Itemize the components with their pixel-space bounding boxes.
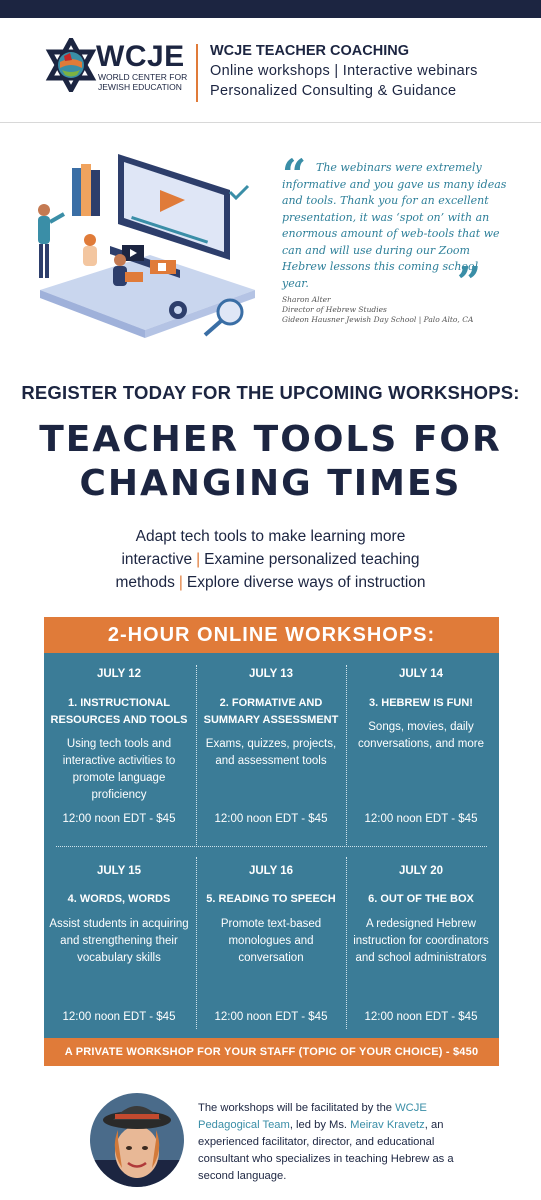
header-divider — [196, 44, 198, 102]
testimonial — [282, 150, 507, 324]
top-bar — [0, 0, 541, 18]
workshop-price: 12:00 noon EDT - $45 — [62, 1011, 176, 1023]
logo-subtitle — [98, 72, 208, 92]
facilitator-text — [198, 1100, 483, 1185]
meirav-kravetz-link[interactable]: Meirav Kravetz — [350, 1119, 425, 1131]
pedagogical-team-link[interactable]: WCJE Pedagogical Team — [198, 1102, 427, 1131]
testimonial-role: Director of Hebrew Studies — [282, 305, 387, 314]
facilitator-text-2: , led by Ms. — [289, 1119, 348, 1131]
workshop-title: 1. INSTRUCTIONAL RESOURCES AND TOOLS — [50, 697, 188, 726]
workshop-description: Promote text-based monologues and conversation — [220, 918, 322, 964]
workshop-description: Songs, movies, daily conversations, and more — [358, 721, 484, 750]
workshop-title: 4. WORDS, WORDS — [67, 893, 171, 905]
row-divider — [56, 846, 487, 847]
quote-open-icon: “ — [282, 150, 307, 199]
workshop-price: 12:00 noon EDT - $45 — [364, 813, 478, 825]
description-part-1: Adapt tech tools to make learning more — [135, 528, 406, 545]
column-divider — [196, 857, 197, 1029]
gear-icon — [169, 301, 187, 319]
facilitator-text-3: , an experienced facilitator, director, and educational consultant who specializes in teaching Hebrew as a second language. — [198, 1119, 454, 1182]
workshop-description: Using tech tools and interactive activities to promote language proficiency — [62, 738, 176, 801]
wcje-star-logo-icon — [44, 38, 98, 92]
workshop-title: 6. OUT OF THE BOX — [368, 893, 474, 905]
workshops-heading: 2-HOUR ONLINE WORKSHOPS: — [44, 617, 499, 653]
workshop-description: Exams, quizzes, projects, and assessment tools — [205, 738, 337, 767]
page-title-line-1: TEACHER TOOLS FOR — [39, 419, 502, 460]
workshop-date: JULY 16 — [248, 865, 294, 877]
facilitator-text-1: The workshops will be facilitated by the — [198, 1102, 393, 1114]
testimonial-text: The webinars were extremely informative and you gave us many ideas and tools. Thank you for an excellent presentation, it was ‘spot on’ with an enormous amount of web-tools that we can and will use during our Zoom Hebrew lessons this coming school year. — [282, 161, 507, 290]
header-rule — [0, 122, 541, 123]
facilitator-section — [88, 1090, 488, 1190]
workshop-description: Assist students in acquiring and strengthening their vocabulary skills — [49, 918, 189, 964]
testimonial-attribution — [282, 295, 522, 325]
testimonial-school: Gideon Hausner Jewish Day School | Palo Alto, CA — [282, 315, 474, 324]
workshop-date: JULY 12 — [96, 668, 142, 680]
workshop-date: JULY 14 — [398, 668, 444, 680]
description-part-4: methods — [115, 574, 175, 591]
header-text — [210, 41, 478, 101]
description — [60, 525, 481, 594]
page-title-line-2: CHANGING TIMES — [79, 463, 462, 504]
description-part-2: interactive — [121, 551, 193, 568]
description-part-5: Explore diverse ways of instruction — [186, 574, 426, 591]
workshop-title: 5. READING TO SPEECH — [206, 893, 336, 905]
quote-close-icon: ” — [456, 258, 481, 307]
column-divider — [346, 857, 347, 1029]
workshop-price: 12:00 noon EDT - $45 — [214, 1011, 328, 1023]
workshop-price: 12:00 noon EDT - $45 — [364, 1011, 478, 1023]
workshop-title: 2. FORMATIVE AND SUMMARY ASSESSMENT — [203, 697, 339, 726]
private-workshop-banner[interactable]: A PRIVATE WORKSHOP FOR YOUR STAFF (TOPIC OF YOUR CHOICE) - $450 — [44, 1038, 499, 1066]
workshop-date: JULY 13 — [248, 668, 294, 680]
header-line-2: Personalized Consulting & Guidance — [210, 83, 457, 99]
header-line-1: Online workshops | Interactive webinars — [210, 63, 478, 79]
facilitator-photo — [88, 1090, 186, 1190]
workshops-panel — [44, 617, 499, 1066]
logo-wordmark: WCJE — [96, 40, 185, 73]
workshop-title: 3. HEBREW IS FUN! — [369, 697, 473, 709]
workshop-date: JULY 15 — [96, 865, 142, 877]
elearning-illustration — [30, 150, 260, 345]
testimonial-name: Sharon Alter — [282, 295, 331, 304]
page-title — [0, 418, 541, 506]
logo-sub-line-2: JEWISH EDUCATION — [98, 82, 182, 92]
header-title: WCJE TEACHER COACHING — [210, 43, 409, 59]
workshop-price: 12:00 noon EDT - $45 — [214, 813, 328, 825]
logo-sub-line-1: WORLD CENTER FOR — [98, 72, 188, 82]
workshop-date: JULY 20 — [398, 865, 444, 877]
register-heading: REGISTER TODAY FOR THE UPCOMING WORKSHOPS: — [21, 382, 520, 403]
description-part-3: Examine personalized teaching — [204, 551, 420, 568]
workshop-price: 12:00 noon EDT - $45 — [62, 813, 176, 825]
workshop-description: A redesigned Hebrew instruction for coordinators and school administrators — [353, 918, 489, 964]
description-separator: | — [196, 551, 201, 568]
description-separator: | — [178, 574, 183, 591]
header — [0, 18, 541, 122]
wcje-logo[interactable] — [44, 38, 194, 98]
